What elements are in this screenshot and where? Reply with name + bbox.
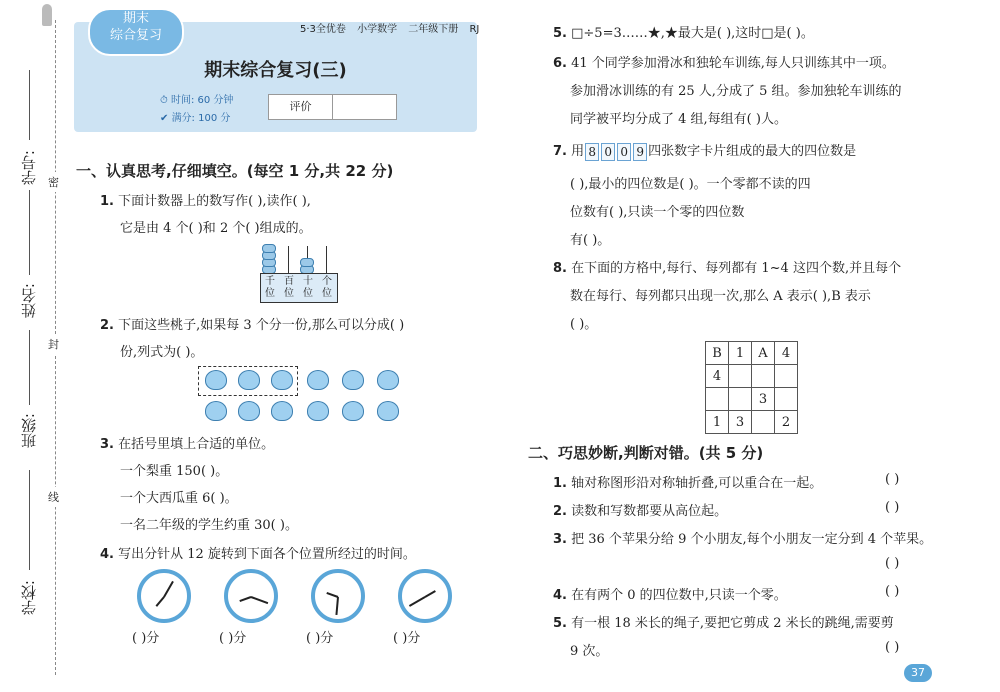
number-grid bbox=[705, 341, 798, 434]
q5-text: □÷5=3……★,★最大是( ),这时□是( )。 bbox=[571, 26, 814, 41]
peach-icon bbox=[342, 401, 364, 421]
grid-cell bbox=[729, 388, 752, 411]
grade-name: 二年级下册 bbox=[408, 24, 459, 35]
judge-num: 5. bbox=[553, 616, 567, 631]
bind-word-xian: 线 bbox=[48, 487, 59, 507]
clock-hand bbox=[425, 590, 436, 598]
q6-line3: 同学被平均分成了 4 组,每组有( )人。 bbox=[570, 112, 787, 127]
q3-line4: 一名二年级的学生约重 30( )。 bbox=[120, 518, 298, 533]
clock-hand bbox=[335, 597, 339, 615]
class-line[interactable] bbox=[29, 330, 30, 405]
evaluation-box bbox=[268, 94, 397, 120]
judge-text: 在有两个 0 的四位数中,只读一个零。 bbox=[571, 588, 787, 603]
abacus-rod-ones bbox=[326, 246, 327, 273]
q3-line1: 在括号里填上合适的单位。 bbox=[118, 437, 275, 452]
judge-mark-4[interactable]: ( ) bbox=[885, 584, 900, 599]
school-line[interactable] bbox=[29, 470, 30, 570]
subject-name: 小学数学 bbox=[357, 24, 398, 35]
question-4 bbox=[100, 543, 416, 562]
abacus-bead bbox=[300, 258, 314, 267]
q7-pre: 用 bbox=[571, 144, 585, 159]
clock-icon bbox=[311, 569, 365, 623]
peach-icon bbox=[238, 401, 260, 421]
abacus-base bbox=[260, 273, 338, 303]
question-2 bbox=[100, 314, 404, 333]
review-badge bbox=[88, 8, 184, 56]
q6-line2: 参加滑冰训练的有 25 人,分成了 5 组。参加独轮车训练的 bbox=[570, 84, 902, 99]
judge-item-4 bbox=[553, 584, 787, 603]
grid-cell bbox=[775, 365, 798, 388]
bind-word-mi: 密 bbox=[48, 172, 59, 192]
peach-icon bbox=[205, 401, 227, 421]
q3-num: 3. bbox=[100, 437, 114, 452]
digit-card-9: 9 bbox=[633, 143, 647, 161]
q4-line1: 写出分针从 12 旋转到下面各个位置所经过的时间。 bbox=[118, 547, 416, 562]
question-8 bbox=[553, 257, 901, 276]
grid-cell bbox=[752, 411, 775, 434]
q8-line1: 在下面的方格中,每行、每列都有 1~4 这四个数,并且每个 bbox=[571, 261, 902, 276]
abacus-label-ones: 个位 bbox=[322, 276, 332, 299]
page-title: 期末综合复习(三) bbox=[204, 60, 347, 81]
clock-hand bbox=[409, 596, 426, 607]
question-6 bbox=[553, 52, 895, 71]
name-label: 姓名: bbox=[20, 283, 38, 319]
judge-mark-3[interactable]: ( ) bbox=[885, 556, 900, 571]
q6-line1: 41 个同学参加滑冰和独轮车训练,每人只训练其中一项。 bbox=[571, 56, 895, 71]
q7-post: 四张数字卡片组成的最大的四位数是 bbox=[648, 144, 857, 159]
q6-num: 6. bbox=[553, 56, 567, 71]
question-7 bbox=[553, 140, 856, 161]
q5-num: 5. bbox=[553, 26, 567, 41]
q1-line2: 它是由 4 个( )和 2 个( )组成的。 bbox=[120, 221, 312, 236]
score-text: 满分: 100 分 bbox=[171, 113, 231, 124]
judge-mark-2[interactable]: ( ) bbox=[885, 500, 900, 515]
grid-cell: 4 bbox=[706, 365, 729, 388]
header-info bbox=[300, 20, 487, 35]
time-limit: ⏱ 时间: 60 分钟 bbox=[160, 95, 234, 106]
judge-item-1 bbox=[553, 472, 822, 491]
school-label: 学校: bbox=[20, 580, 38, 616]
q3-line3: 一个大西瓜重 6( )。 bbox=[120, 491, 238, 506]
time-text: 时间: 60 分钟 bbox=[170, 95, 234, 106]
grid-cell bbox=[775, 388, 798, 411]
judge-mark-5[interactable]: ( ) bbox=[885, 640, 900, 655]
judge-num: 3. bbox=[553, 532, 567, 547]
grid-cell bbox=[729, 365, 752, 388]
q2-line1: 下面这些桃子,如果每 3 个分一份,那么可以分成( ) bbox=[118, 318, 405, 333]
peach-icon bbox=[377, 401, 399, 421]
judge-text: 把 36 个苹果分给 9 个小朋友,每个小朋友一定分到 4 个苹果。 bbox=[571, 532, 933, 547]
class-label: 班级: bbox=[20, 413, 38, 449]
section2-title: 二、巧思妙断,判断对错。(共 5 分) bbox=[528, 444, 764, 462]
q2-line2: 份,列式为( )。 bbox=[120, 345, 204, 360]
peach-icon bbox=[377, 370, 399, 390]
clock-hand bbox=[163, 581, 174, 598]
grid-cell: A bbox=[752, 342, 775, 365]
clock-hand bbox=[326, 592, 338, 598]
judge-item-2 bbox=[553, 500, 727, 519]
clock-answer-4: ( )分 bbox=[393, 631, 421, 646]
series-name: 5·3全优卷 bbox=[300, 24, 346, 35]
full-score: ✔ 满分: 100 分 bbox=[160, 113, 231, 124]
q3-line2: 一个梨重 150( )。 bbox=[120, 464, 229, 479]
peach-icon bbox=[238, 370, 260, 390]
judge-item-3 bbox=[553, 528, 932, 547]
grid-cell bbox=[706, 388, 729, 411]
peach-icon bbox=[271, 401, 293, 421]
grid-cell: 1 bbox=[729, 342, 752, 365]
badge-line1: 期末 bbox=[122, 11, 149, 26]
q7-line3: 位数有( ),只读一个零的四位数 bbox=[570, 205, 745, 220]
grid-cell: B bbox=[706, 342, 729, 365]
judge-item-5-line2: 9 次。 bbox=[570, 644, 609, 659]
judge-num: 1. bbox=[553, 476, 567, 491]
name-line[interactable] bbox=[29, 190, 30, 275]
rocket-icon bbox=[42, 4, 52, 26]
digit-card-0: 0 bbox=[601, 143, 615, 161]
clock-icon bbox=[398, 569, 452, 623]
q8-line2: 数在每行、每列都只出现一次,那么 A 表示( ),B 表示 bbox=[570, 289, 871, 304]
clock-answer-3: ( )分 bbox=[306, 631, 334, 646]
badge-line2: 综合复习 bbox=[109, 28, 162, 43]
edition-name: RJ bbox=[469, 24, 480, 35]
section1-title: 一、认真思考,仔细填空。(每空 1 分,共 22 分) bbox=[76, 162, 394, 180]
abacus-label-tens: 十位 bbox=[303, 276, 313, 299]
clock-answer-2: ( )分 bbox=[219, 631, 247, 646]
grid-row bbox=[706, 365, 798, 388]
clock-icon bbox=[137, 569, 191, 623]
grid-cell: 3 bbox=[729, 411, 752, 434]
judge-text: 读数和写数都要从高位起。 bbox=[571, 504, 728, 519]
q1-num: 1. bbox=[100, 194, 114, 209]
bind-word-feng: 封 bbox=[48, 334, 59, 354]
clock-hand bbox=[156, 596, 165, 606]
question-3 bbox=[100, 433, 274, 452]
judge-mark-1[interactable]: ( ) bbox=[885, 472, 900, 487]
eval-label: 评价 bbox=[269, 95, 333, 119]
clock-hand bbox=[251, 596, 269, 604]
digit-card-8: 8 bbox=[585, 143, 599, 161]
peach-icon bbox=[307, 370, 329, 390]
abacus-rod-hundreds bbox=[288, 246, 289, 273]
abacus-label-thousands: 千位 bbox=[265, 276, 275, 299]
peach-icon bbox=[342, 370, 364, 390]
q1-line1: 下面计数器上的数写作( ),读作( ), bbox=[118, 194, 311, 209]
judge-item-5 bbox=[553, 612, 894, 631]
grid-cell: 4 bbox=[775, 342, 798, 365]
q7-line4: 有( )。 bbox=[570, 233, 611, 248]
grid-cell: 1 bbox=[706, 411, 729, 434]
student-id-line[interactable] bbox=[29, 70, 30, 140]
clock-answer-1: ( )分 bbox=[132, 631, 160, 646]
clock-icon bbox=[224, 569, 278, 623]
peach-icon bbox=[307, 401, 329, 421]
abacus-label-hundreds: 百位 bbox=[284, 276, 294, 299]
peach-icon bbox=[271, 370, 293, 390]
judge-num: 4. bbox=[553, 588, 567, 603]
page-number: 37 bbox=[904, 664, 932, 682]
peach-icon bbox=[205, 370, 227, 390]
digit-card-0: 0 bbox=[617, 143, 631, 161]
judge-num: 2. bbox=[553, 504, 567, 519]
q7-num: 7. bbox=[553, 144, 567, 159]
question-5 bbox=[553, 22, 814, 41]
question-1 bbox=[100, 190, 311, 209]
q7-line2: ( ),最小的四位数是( )。一个零都不读的四 bbox=[570, 177, 811, 192]
judge-text: 轴对称图形沿对称轴折叠,可以重合在一起。 bbox=[571, 476, 823, 491]
grid-cell: 3 bbox=[752, 388, 775, 411]
grid-cell: 2 bbox=[775, 411, 798, 434]
clock-hand bbox=[239, 596, 251, 602]
student-id-label: 学号: bbox=[20, 150, 38, 186]
q8-num: 8. bbox=[553, 261, 567, 276]
q2-num: 2. bbox=[100, 318, 114, 333]
q4-num: 4. bbox=[100, 547, 114, 562]
q8-line3: ( )。 bbox=[570, 317, 598, 332]
abacus-bead bbox=[262, 244, 276, 253]
grid-row bbox=[706, 342, 798, 365]
grid-cell bbox=[752, 365, 775, 388]
judge-text: 有一根 18 米长的绳子,要把它剪成 2 米长的跳绳,需要剪 bbox=[571, 616, 894, 631]
grid-row bbox=[706, 388, 798, 411]
grid-row bbox=[706, 411, 798, 434]
